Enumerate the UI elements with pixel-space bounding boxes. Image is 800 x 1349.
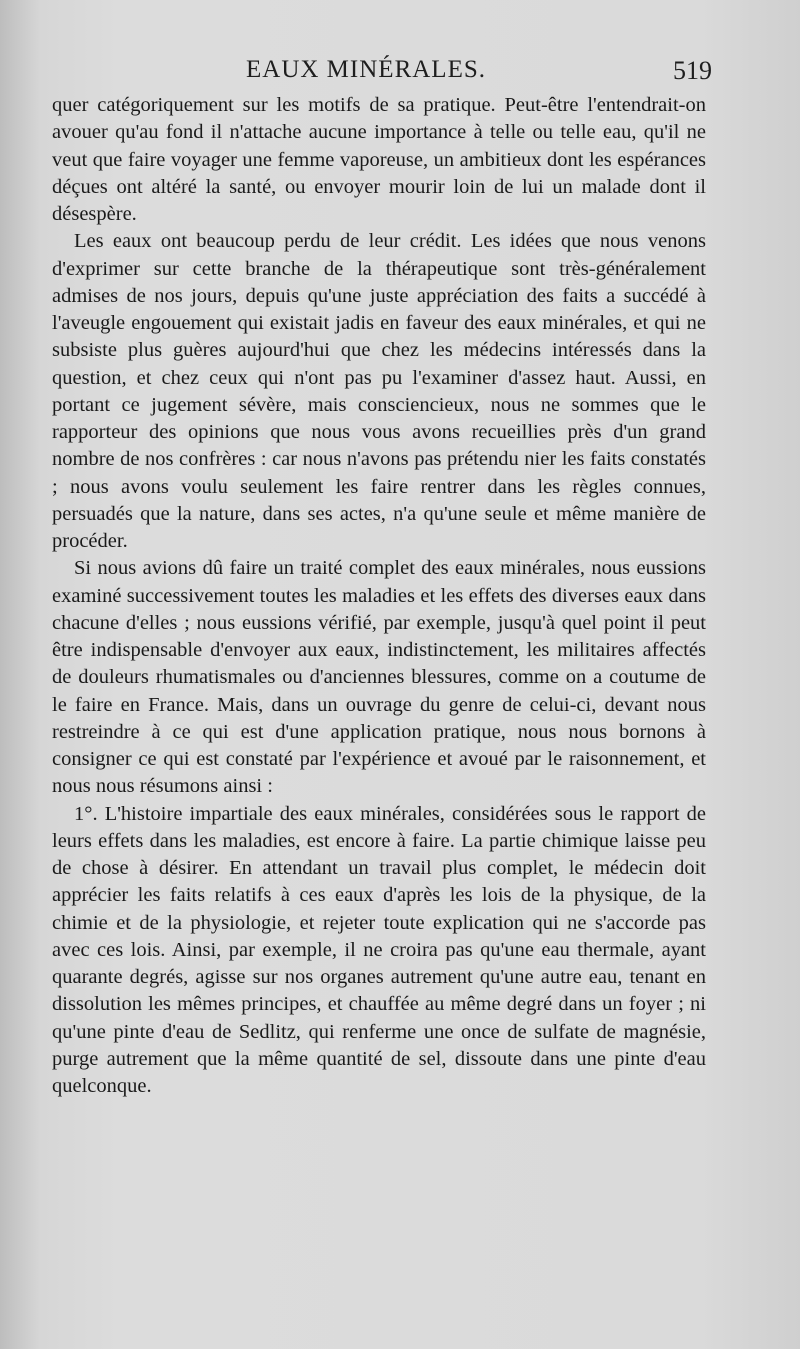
- paragraph: Si nous avions dû faire un traité complet des eaux minérales, nous eussions examiné successivement toutes les maladies et les effets des diverses eaux dans chacune d'elles ; nous eussions vérifié, par exemple, jusqu'à quel point il peut être indispensable d'envoyer aux eaux, indistinctement, les militaires affectés de douleurs rhumatismales ou d'anciennes blessures, comme on a coutume de le faire en France. Mais, dans un ouvrage du genre de celui-ci, devant nous restreindre à ce qui est d'une application pratique, nous nous bornons à consigner ce qui est constaté par l'expérience et avoué par le raisonnement, et nous nous résumons ainsi :: [52, 557, 706, 798]
- running-title: EAUX MINÉRALES.: [246, 56, 486, 83]
- paragraph-continued: quer catégoriquement sur les motifs de sa pratique. Peut-être l'entendrait-on avouer qu'au fond il n'attache aucune importance à telle ou telle eau, qu'il ne veut que faire voyager une femme vaporeuse, un ambitieux dont les espérances déçues ont altéré la santé, ou envoyer mourir loin de lui un malade dont il désespère.: [52, 94, 706, 225]
- body-text: [52, 92, 706, 1100]
- paragraph-numbered: 1°. L'histoire impartiale des eaux minérales, considérées sous le rapport de leurs effets dans les maladies, est encore à faire. La partie chimique laisse peu de chose à désirer. En attendant un travail plus complet, le médecin doit apprécier les faits relatifs à ces eaux d'après les lois de la physique, de la chimie et de la physiologie, et rejeter toute explication qui ne s'accorde pas avec ces lois. Ainsi, par exemple, il ne croira pas qu'une eau thermale, ayant quarante degrés, agisse sur nos organes autrement qu'une autre eau, tenant en dissolution les mêmes principes, et chauffée au même degré dans un foyer ; ni qu'une pinte d'eau de Sedlitz, qui renferme une once de sulfate de magnésie, purge autrement que la même quantité de sel, dissoute dans une pinte d'eau quelconque.: [52, 802, 706, 1097]
- page-header: [52, 52, 712, 92]
- page-number: 519: [673, 56, 712, 85]
- paragraph: Les eaux ont beaucoup perdu de leur crédit. Les idées que nous venons d'exprimer sur cette branche de la thérapeutique sont très-généralement admises de nos jours, depuis qu'une juste appréciation des faits a succédé à l'aveugle engouement qui existait jadis en faveur des eaux minérales, et qui ne subsiste plus guères aujourd'hui que chez les médecins intéressés dans la question, et chez ceux qui n'ont pas pu l'examiner d'assez haut. Aussi, en portant ce jugement sévère, mais consciencieux, nous ne sommes que le rapporteur des opinions que nous vous avons recueillies près d'un grand nombre de nos confrères : car nous n'avons pas prétendu nier les faits constatés ; nous avons voulu seulement les faire rentrer dans les règles connues, persuadés que la nature, dans ses actes, n'a qu'une seule et même manière de procéder.: [52, 230, 706, 552]
